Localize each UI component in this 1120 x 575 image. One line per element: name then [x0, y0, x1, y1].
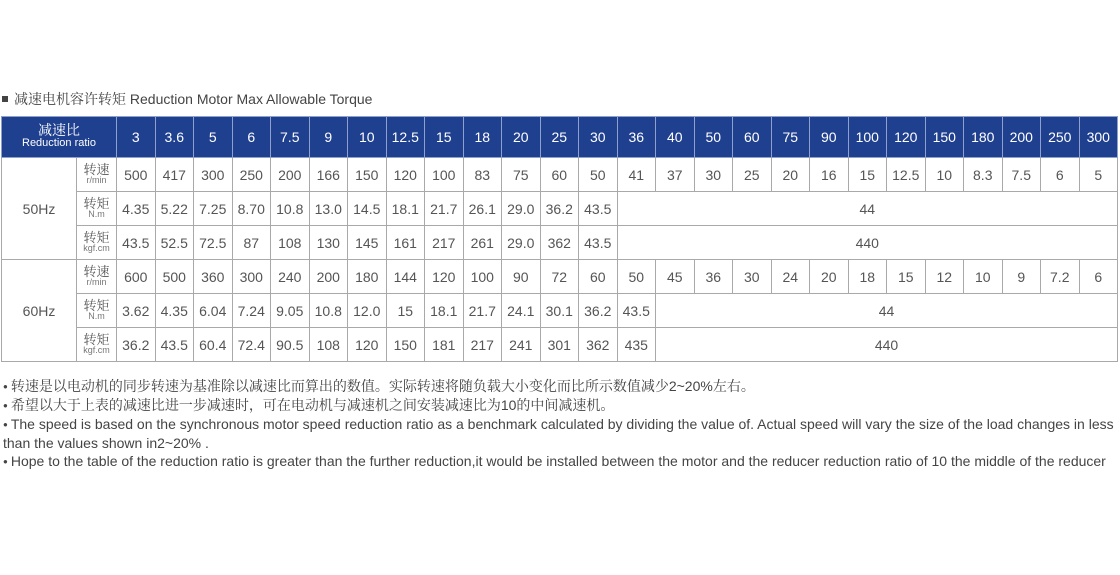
value-cell: 181 [425, 328, 464, 362]
value-cell: 12 [925, 260, 964, 294]
unit-label-cn: 转矩 [83, 297, 110, 313]
value-cell: 60 [540, 158, 579, 192]
ratio-header-cell: 10 [348, 117, 387, 158]
unit-label-cn: 转矩 [83, 229, 110, 245]
value-cell: 41 [617, 158, 656, 192]
value-cell: 5.22 [155, 192, 194, 226]
value-cell: 18 [848, 260, 887, 294]
value-cell: 600 [117, 260, 156, 294]
value-cell: 30 [733, 260, 772, 294]
value-cell: 29.0 [502, 226, 541, 260]
value-cell: 435 [617, 328, 656, 362]
value-cell: 36.2 [117, 328, 156, 362]
value-cell: 18.1 [425, 294, 464, 328]
value-cell: 30.1 [540, 294, 579, 328]
value-cell: 36.2 [540, 192, 579, 226]
value-cell: 144 [386, 260, 425, 294]
ratio-header-cell: 20 [502, 117, 541, 158]
merged-value-cell: 440 [617, 226, 1118, 260]
value-cell: 120 [386, 158, 425, 192]
value-cell: 7.5 [1002, 158, 1041, 192]
value-cell: 250 [232, 158, 271, 192]
ratio-header-cell: 200 [1002, 117, 1041, 158]
ratio-header-cell: 9 [309, 117, 348, 158]
value-cell: 50 [579, 158, 618, 192]
ratio-header-cell: 6 [232, 117, 271, 158]
value-cell: 21.7 [425, 192, 464, 226]
value-cell: 7.2 [1041, 260, 1080, 294]
value-cell: 150 [386, 328, 425, 362]
merged-value-cell: 440 [656, 328, 1118, 362]
value-cell: 300 [232, 260, 271, 294]
notes [3, 377, 1120, 471]
ratio-header-cell: 25 [540, 117, 579, 158]
unit-label-en: r/min [86, 174, 107, 185]
value-cell: 6 [1041, 158, 1080, 192]
value-cell: 30 [694, 158, 733, 192]
value-cell: 120 [348, 328, 387, 362]
value-cell: 72.5 [194, 226, 233, 260]
value-cell: 150 [348, 158, 387, 192]
value-cell: 72.4 [232, 328, 271, 362]
value-cell: 9 [1002, 260, 1041, 294]
value-cell: 36.2 [579, 294, 618, 328]
value-cell: 108 [271, 226, 310, 260]
value-cell: 4.35 [155, 294, 194, 328]
value-cell: 362 [540, 226, 579, 260]
value-cell: 90 [502, 260, 541, 294]
value-cell: 43.5 [617, 294, 656, 328]
value-cell: 90.5 [271, 328, 310, 362]
table-row [2, 328, 1118, 362]
unit-cell [77, 158, 117, 192]
ratio-header-cell: 3.6 [155, 117, 194, 158]
value-cell: 362 [579, 328, 618, 362]
value-cell: 500 [155, 260, 194, 294]
ratio-header-cell: 12.5 [386, 117, 425, 158]
torque-table [1, 116, 1118, 362]
value-cell: 60.4 [194, 328, 233, 362]
unit-cell [77, 260, 117, 294]
value-cell: 180 [348, 260, 387, 294]
value-cell: 9.05 [271, 294, 310, 328]
unit-cell [77, 294, 117, 328]
value-cell: 130 [309, 226, 348, 260]
ratio-header-cell: 150 [925, 117, 964, 158]
ratio-header-cell: 7.5 [271, 117, 310, 158]
value-cell: 20 [771, 158, 810, 192]
ratio-header-label [2, 117, 117, 158]
value-cell: 5 [1079, 158, 1118, 192]
ratio-header-cell: 5 [194, 117, 233, 158]
value-cell: 15 [386, 294, 425, 328]
value-cell: 8.3 [964, 158, 1003, 192]
table-row [2, 158, 1118, 192]
table-body [2, 158, 1118, 362]
ratio-header-cell: 30 [579, 117, 618, 158]
ratio-header-cell: 120 [887, 117, 926, 158]
note-item: ● Hope to the table of the reduction ratio is greater than the further reduction,it would be installed between the motor and the reducer reduction ratio of 10 the middle of the reducer [3, 452, 1120, 471]
table-row [2, 192, 1118, 226]
value-cell: 217 [425, 226, 464, 260]
ratio-header-cell: 15 [425, 117, 464, 158]
value-cell: 240 [271, 260, 310, 294]
value-cell: 45 [656, 260, 695, 294]
value-cell: 21.7 [463, 294, 502, 328]
value-cell: 24 [771, 260, 810, 294]
unit-label-en: kgf.cm [83, 344, 110, 355]
ratio-header-cell: 75 [771, 117, 810, 158]
value-cell: 100 [425, 158, 464, 192]
value-cell: 301 [540, 328, 579, 362]
value-cell: 8.70 [232, 192, 271, 226]
unit-label-cn: 转矩 [83, 195, 110, 211]
frequency-cell: 50Hz [2, 158, 77, 260]
ratio-header-cell: 50 [694, 117, 733, 158]
unit-cell [77, 192, 117, 226]
value-cell: 43.5 [155, 328, 194, 362]
unit-label-en: N.m [88, 208, 105, 219]
ratio-header-cell: 18 [463, 117, 502, 158]
ratio-header-cell: 36 [617, 117, 656, 158]
ratio-header-cell: 40 [656, 117, 695, 158]
value-cell: 15 [848, 158, 887, 192]
value-cell: 217 [463, 328, 502, 362]
value-cell: 43.5 [579, 192, 618, 226]
ratio-header-cell: 100 [848, 117, 887, 158]
section-title [0, 89, 372, 109]
value-cell: 3.62 [117, 294, 156, 328]
section-title-text: 减速电机容许转矩 Reduction Motor Max Allowable Torque [14, 91, 373, 107]
value-cell: 14.5 [348, 192, 387, 226]
unit-cell [77, 226, 117, 260]
value-cell: 52.5 [155, 226, 194, 260]
value-cell: 161 [386, 226, 425, 260]
ratio-header-row [2, 117, 1118, 158]
unit-label-cn: 转矩 [83, 331, 110, 347]
value-cell: 100 [463, 260, 502, 294]
ratio-header-cell: 180 [964, 117, 1003, 158]
merged-value-cell: 44 [656, 294, 1118, 328]
value-cell: 12.5 [887, 158, 926, 192]
value-cell: 500 [117, 158, 156, 192]
value-cell: 72 [540, 260, 579, 294]
unit-label-en: kgf.cm [83, 242, 110, 253]
value-cell: 13.0 [309, 192, 348, 226]
value-cell: 15 [887, 260, 926, 294]
table-row [2, 226, 1118, 260]
ratio-label-en: Reduction ratio [22, 137, 96, 149]
merged-value-cell: 44 [617, 192, 1118, 226]
unit-cell [77, 328, 117, 362]
ratio-header-cell: 300 [1079, 117, 1118, 158]
value-cell: 60 [579, 260, 618, 294]
value-cell: 43.5 [579, 226, 618, 260]
value-cell: 300 [194, 158, 233, 192]
value-cell: 18.1 [386, 192, 425, 226]
value-cell: 261 [463, 226, 502, 260]
square-bullet-icon [2, 96, 8, 102]
value-cell: 29.0 [502, 192, 541, 226]
value-cell: 10.8 [309, 294, 348, 328]
table-row [2, 260, 1118, 294]
frequency-cell: 60Hz [2, 260, 77, 362]
value-cell: 83 [463, 158, 502, 192]
unit-label-en: r/min [86, 276, 107, 287]
value-cell: 24.1 [502, 294, 541, 328]
value-cell: 200 [309, 260, 348, 294]
value-cell: 50 [617, 260, 656, 294]
value-cell: 200 [271, 158, 310, 192]
note-item: ● The speed is based on the synchronous motor speed reduction ratio as a benchmark calculated by dividing the value of. Actual speed will vary the size of the load changes in less than the values shown in2~20% . [3, 415, 1120, 452]
ratio-header-cell: 3 [117, 117, 156, 158]
unit-label-en: N.m [88, 310, 105, 321]
note-item: ● 转速是以电动机的同步转速为基准除以减速比而算出的数值。实际转速将随负载大小变化而比所示数值减少2~20%左右。 [3, 377, 1120, 396]
ratio-header-cell: 60 [733, 117, 772, 158]
value-cell: 6.04 [194, 294, 233, 328]
value-cell: 120 [425, 260, 464, 294]
value-cell: 87 [232, 226, 271, 260]
value-cell: 166 [309, 158, 348, 192]
value-cell: 10 [925, 158, 964, 192]
value-cell: 10 [964, 260, 1003, 294]
unit-label-cn: 转速 [83, 161, 110, 177]
value-cell: 417 [155, 158, 194, 192]
value-cell: 25 [733, 158, 772, 192]
value-cell: 37 [656, 158, 695, 192]
value-cell: 16 [810, 158, 849, 192]
unit-label-cn: 转速 [83, 263, 110, 279]
value-cell: 360 [194, 260, 233, 294]
table-row [2, 294, 1118, 328]
value-cell: 7.24 [232, 294, 271, 328]
value-cell: 108 [309, 328, 348, 362]
ratio-label-cn: 减速比 [38, 122, 80, 138]
value-cell: 10.8 [271, 192, 310, 226]
value-cell: 241 [502, 328, 541, 362]
value-cell: 12.0 [348, 294, 387, 328]
ratio-header-cell: 250 [1041, 117, 1080, 158]
value-cell: 26.1 [463, 192, 502, 226]
value-cell: 4.35 [117, 192, 156, 226]
value-cell: 145 [348, 226, 387, 260]
value-cell: 7.25 [194, 192, 233, 226]
value-cell: 43.5 [117, 226, 156, 260]
value-cell: 75 [502, 158, 541, 192]
value-cell: 36 [694, 260, 733, 294]
note-item: ● 希望以大于上表的减速比进一步减速时，可在电动机与减速机之间安装减速比为10的中间减速机。 [3, 396, 1120, 415]
value-cell: 20 [810, 260, 849, 294]
value-cell: 6 [1079, 260, 1118, 294]
ratio-header-cell: 90 [810, 117, 849, 158]
